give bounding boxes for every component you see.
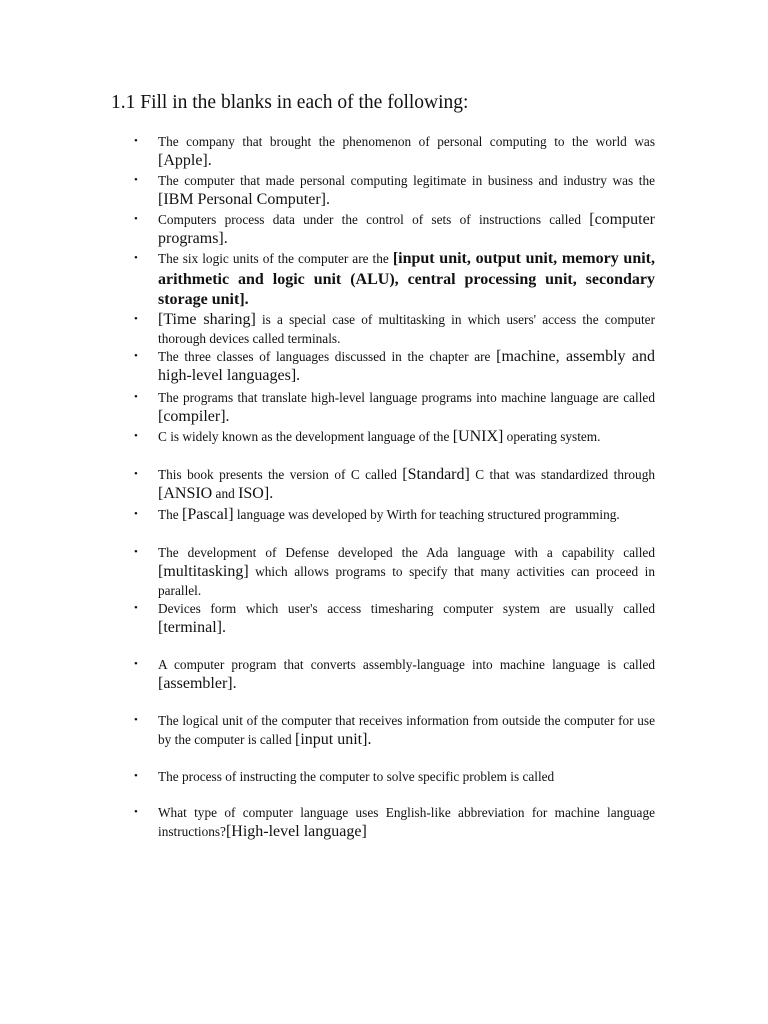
answer-text: [Pascal] — [182, 506, 234, 523]
answer-text: [UNIX] — [452, 428, 504, 445]
question-text: C is widely known as the development language of the — [158, 429, 453, 444]
bullet-icon: • — [134, 252, 138, 264]
answer-text: [input unit]. — [295, 731, 372, 748]
bullet-icon: • — [134, 468, 138, 480]
answer-text: [input unit, output unit, memory unit, arithmetic and logic unit (ALU), central processing unit, secondary storage unit]. — [158, 250, 655, 308]
bullet-icon: • — [134, 714, 138, 726]
bullet-icon: • — [134, 313, 138, 325]
question-text: The three classes of languages discussed in the chapter are — [158, 349, 497, 364]
answer-text: [Apple]. — [158, 152, 212, 169]
list-item — [134, 310, 655, 348]
list-item — [134, 543, 655, 600]
bullet-icon: • — [134, 213, 138, 225]
question-text: The — [158, 507, 182, 522]
question-text: The programs that translate high-level language programs into machine language are called — [158, 390, 655, 405]
list-item — [134, 767, 655, 786]
answer-text: [terminal]. — [158, 619, 226, 636]
bullet-icon: • — [134, 806, 138, 818]
list-item — [134, 505, 655, 524]
answer-text: [High-level language] — [225, 823, 367, 840]
list-item — [134, 803, 655, 841]
bullet-icon: • — [134, 508, 138, 520]
list-item — [134, 711, 655, 749]
list-item — [134, 427, 655, 446]
bullet-icon: • — [134, 430, 138, 442]
list-item — [134, 465, 655, 503]
answer-text: [ANSIO — [158, 485, 213, 502]
question-text: C that was standardized through — [469, 467, 655, 482]
answer-text: ISO]. — [238, 485, 274, 502]
bullet-icon: • — [134, 174, 138, 186]
question-text: The computer that made personal computing legitimate in business and industry was the — [158, 173, 655, 188]
question-text: which allows programs to specify that many activities can proceed in parallel. — [158, 564, 655, 598]
answer-text: [Time sharing] — [158, 311, 256, 328]
question-text: Computers process data under the control of sets of instructions called — [158, 212, 590, 227]
question-text: language was developed by Wirth for teaching structured programming. — [233, 507, 620, 522]
answer-text: [Standard] — [402, 466, 470, 483]
question-text: A computer program that converts assembly-language into machine language is called — [158, 657, 655, 672]
answer-text: [IBM Personal Computer]. — [158, 191, 330, 208]
bullet-icon: • — [134, 602, 138, 614]
list-item — [134, 249, 655, 311]
bullet-icon: • — [134, 658, 138, 670]
question-text: is a special case of multitasking in which users' access the computer thorough devices called terminals. — [158, 312, 655, 346]
question-text: The six logic units of the computer are the — [158, 251, 393, 266]
question-text: This book presents the version of C called — [158, 467, 403, 482]
bullet-icon: • — [134, 350, 138, 362]
question-text: operating system. — [503, 429, 601, 444]
bullet-icon: • — [134, 770, 138, 782]
question-text: The development of Defense developed the Ada language with a capability called — [158, 545, 655, 560]
answer-text: [multitasking] — [158, 563, 249, 580]
answer-text: [computer programs]. — [158, 211, 655, 247]
answer-text: [assembler]. — [158, 675, 237, 692]
section-heading: 1.1 Fill in the blanks in each of the following: — [111, 92, 469, 113]
bullet-icon: • — [134, 135, 138, 147]
list-item — [134, 655, 655, 693]
list-item — [134, 171, 655, 209]
answer-text: [machine, assembly and high-level languages]. — [158, 348, 655, 384]
question-text: What type of computer language uses English-like abbreviation for machine language instructions? — [158, 805, 655, 839]
list-item — [134, 347, 655, 385]
question-text: and — [212, 486, 239, 501]
question-text: The process of instructing the computer to solve specific problem is called — [158, 769, 555, 784]
bullet-icon: • — [134, 391, 138, 403]
list-item — [134, 132, 655, 170]
question-text: Devices form which user's access timesharing computer system are usually called — [158, 601, 655, 616]
question-text: The logical unit of the computer that receives information from outside the computer for use by the computer is called — [158, 713, 655, 747]
list-item — [134, 599, 655, 637]
bullet-icon: • — [134, 546, 138, 558]
answer-text: [compiler]. — [158, 408, 230, 425]
list-item — [134, 210, 655, 248]
list-item — [134, 388, 655, 426]
question-text: The company that brought the phenomenon of personal computing to the world was — [158, 134, 655, 149]
